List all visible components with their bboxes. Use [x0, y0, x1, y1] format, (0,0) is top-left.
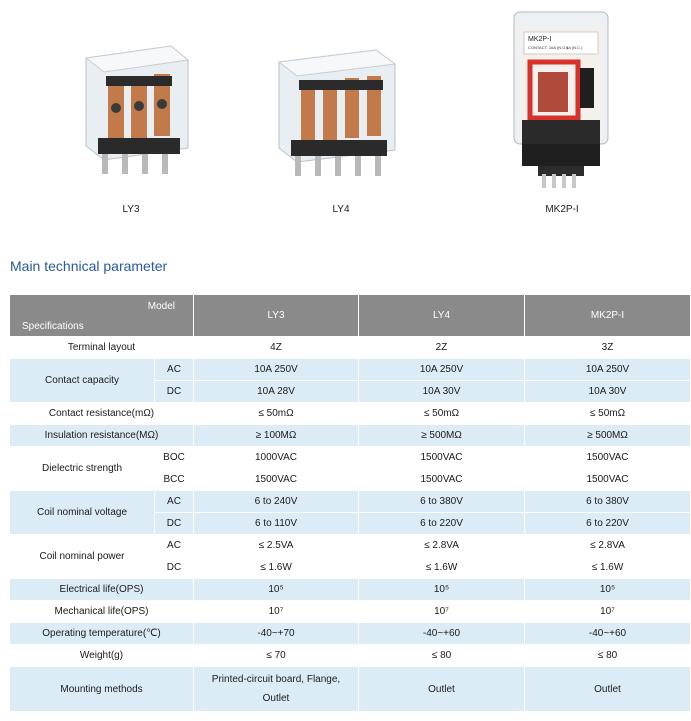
cell [194, 667, 359, 712]
row-sublabel: BCC [155, 469, 194, 491]
cell: -40~+60 [359, 623, 525, 645]
table-row [10, 667, 691, 712]
cell: ≥ 500MΩ [525, 425, 691, 447]
cell: -40~+60 [525, 623, 691, 645]
row-label: Electrical life(OPS) [10, 579, 194, 601]
section-title: Main technical parameter [10, 258, 168, 274]
cell: ≤ 50mΩ [359, 403, 525, 425]
table-row [10, 359, 691, 381]
cell: ≤ 70 [194, 645, 359, 667]
table-header-row [10, 295, 691, 337]
cell: 10A 250V [194, 359, 359, 381]
cell: 10A 28V [194, 381, 359, 403]
cell: ≥ 100MΩ [194, 425, 359, 447]
cell: 3Z [525, 337, 691, 359]
cell: 1500VAC [194, 469, 359, 491]
cell: 6 to 380V [359, 491, 525, 513]
cell: 6 to 110V [194, 513, 359, 535]
spec-table [9, 294, 691, 712]
mk2p-relay-photo [508, 8, 614, 194]
cell: -40~+70 [194, 623, 359, 645]
cell: 4Z [194, 337, 359, 359]
mk2p-label-text: CONTACT: 10A (N.O.) [528, 45, 568, 50]
cell: ≤ 80 [525, 645, 691, 667]
row-label: Mounting methods [10, 667, 194, 712]
header-model-label: Model [147, 301, 175, 312]
cell: ≤ 50mΩ [194, 403, 359, 425]
cell: 10A 250V [359, 359, 525, 381]
cell-line: Printed-circuit board, Flange, [211, 674, 341, 685]
cell: 10⁵ [194, 579, 359, 601]
cell: ≤ 2.5VA [194, 535, 359, 557]
row-label: Mechanical life(OPS) [10, 601, 194, 623]
cell: 10A 250V [525, 359, 691, 381]
cell: ≤ 2.8VA [359, 535, 525, 557]
cell: 10A 30V [525, 381, 691, 403]
header-corner [10, 295, 194, 337]
ly4-relay-photo [271, 42, 401, 187]
cell: ≤ 2.8VA [525, 535, 691, 557]
row-label: Insulation resistance(MΩ) [10, 425, 194, 447]
cell: 1500VAC [525, 469, 691, 491]
cell: 6 to 380V [525, 491, 691, 513]
row-sublabel: AC [155, 359, 194, 381]
row-sublabel: DC [155, 557, 194, 579]
cell-line: Outlet [262, 693, 290, 704]
cell: 1500VAC [359, 447, 525, 469]
relay-image [76, 38, 196, 188]
cell: 6 to 240V [194, 491, 359, 513]
table-row [10, 337, 691, 359]
cell: ≥ 500MΩ [359, 425, 525, 447]
row-sublabel: DC [155, 513, 194, 535]
cell: 10⁷ [359, 601, 525, 623]
header-model-ly3: LY3 [194, 295, 359, 337]
table-row [10, 425, 691, 447]
table-row [10, 403, 691, 425]
table-row [10, 623, 691, 645]
row-label: Coil nominal voltage [10, 491, 155, 535]
row-label: Contact resistance(mΩ) [10, 403, 194, 425]
row-sublabel: AC [155, 491, 194, 513]
product-caption-ly3: LY3 [122, 204, 140, 215]
row-label: Coil nominal power [10, 535, 155, 579]
table-row [10, 601, 691, 623]
row-label: Operating temperature(℃) [10, 623, 194, 645]
table-row [10, 645, 691, 667]
product-caption-mk2p: MK2P-I [545, 204, 579, 215]
row-label: Terminal layout [10, 337, 194, 359]
cell: 10A 30V [359, 381, 525, 403]
cell: 6 to 220V [525, 513, 691, 535]
row-sublabel: DC [155, 381, 194, 403]
cell: ≤ 1.6W [359, 557, 525, 579]
mk2p-label-text: 5A (N.C.) [566, 45, 583, 50]
header-model-ly4: LY4 [359, 295, 525, 337]
row-label: Contact capacity [10, 359, 155, 403]
cell: 1500VAC [359, 469, 525, 491]
cell: 2Z [359, 337, 525, 359]
cell: Outlet [525, 667, 691, 712]
table-row [10, 447, 691, 469]
cell: Outlet [359, 667, 525, 712]
product-caption-ly4: LY4 [332, 204, 350, 215]
cell: 10⁵ [525, 579, 691, 601]
relay-image [508, 8, 614, 194]
table-row [10, 579, 691, 601]
header-spec-label: Specifications [22, 321, 84, 332]
row-sublabel: BOC [155, 447, 194, 469]
relay-image [271, 42, 401, 187]
cell: 6 to 220V [359, 513, 525, 535]
ly3-relay-photo [76, 38, 196, 188]
cell: 1000VAC [194, 447, 359, 469]
row-sublabel: AC [155, 535, 194, 557]
row-label: Dielectric strength [10, 447, 155, 491]
cell: 10⁷ [525, 601, 691, 623]
mk2p-label-text: MK2P-I [528, 36, 552, 43]
table-row [10, 491, 691, 513]
cell: 1500VAC [525, 447, 691, 469]
cell: 10⁷ [194, 601, 359, 623]
cell: ≤ 80 [359, 645, 525, 667]
table-row [10, 535, 691, 557]
cell: 10⁵ [359, 579, 525, 601]
cell: ≤ 50mΩ [525, 403, 691, 425]
cell: ≤ 1.6W [194, 557, 359, 579]
header-model-mk2p: MK2P-I [525, 295, 691, 337]
cell: ≤ 1.6W [525, 557, 691, 579]
row-label: Weight(g) [10, 645, 194, 667]
